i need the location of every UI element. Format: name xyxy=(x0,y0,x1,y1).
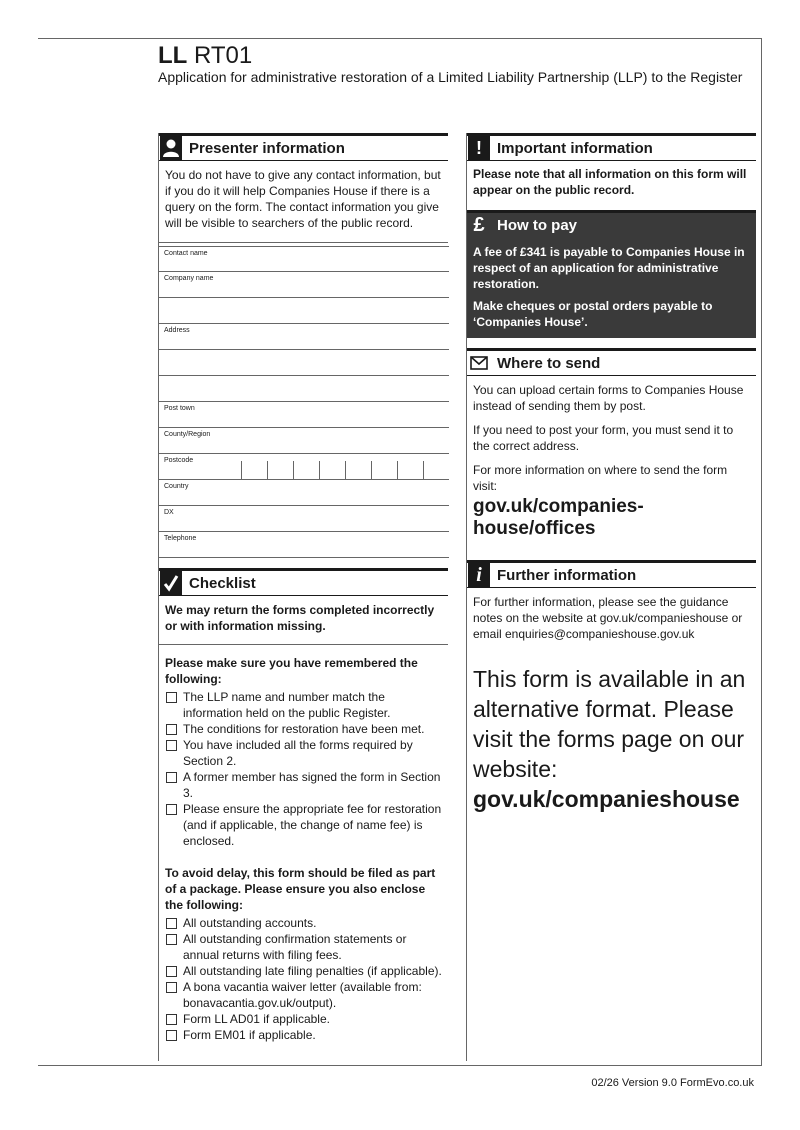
fee-text: A fee of £341 is payable to Companies House in respect of an application for administrative restoration. xyxy=(473,245,745,291)
package-item[interactable]: All outstanding late filing penalties (if applicable). xyxy=(165,963,442,979)
remember-item[interactable]: You have included all the forms required by Section 2. xyxy=(165,737,442,769)
presenter-title: Presenter information xyxy=(189,139,345,157)
checklist-warning-text: We may return the forms completed incorrectly or with information missing. xyxy=(165,603,435,633)
where-to-send-title: Where to send xyxy=(497,354,601,372)
bottom-divider xyxy=(38,1065,762,1066)
postcode-label: Postcode xyxy=(164,457,194,464)
post-town-field[interactable] xyxy=(159,402,449,428)
package-item[interactable]: All outstanding accounts. xyxy=(165,915,442,931)
contact-name-field[interactable] xyxy=(159,246,449,272)
where-to-send-body xyxy=(467,376,756,552)
checklist-warning xyxy=(159,596,448,645)
send-text-3: For more information on where to send the form visit: xyxy=(473,463,728,493)
alt-format-notice xyxy=(473,664,750,814)
alt-format-text: This form is available in an alternative format. Please visit the forms page on our website: xyxy=(473,666,746,782)
address-label: Address xyxy=(164,327,190,334)
presenter-header xyxy=(159,133,448,161)
important-header xyxy=(467,133,756,161)
exclamation-icon: ! xyxy=(468,136,490,160)
postcode-field[interactable] xyxy=(159,454,449,480)
package-heading: To avoid delay, this form should be filed as part of a package. Please ensure you also enclose the following: xyxy=(165,866,436,912)
remember-item[interactable]: The conditions for restoration have been met. xyxy=(165,721,442,737)
dx-field[interactable] xyxy=(159,506,449,532)
remember-item[interactable]: Please ensure the appropriate fee for restoration (and if applicable, the change of name fee) is enclosed. xyxy=(165,801,442,849)
remember-list xyxy=(165,689,442,849)
presenter-intro xyxy=(159,161,448,243)
package-item[interactable]: A bona vacantia waiver letter (available from: bonavacantia.gov.uk/output). xyxy=(165,979,442,1011)
important-body xyxy=(467,161,756,208)
right-column xyxy=(466,133,756,1061)
company-name-field[interactable] xyxy=(159,272,449,298)
person-icon xyxy=(160,136,182,160)
address-field[interactable] xyxy=(159,324,449,350)
checklist-title: Checklist xyxy=(189,574,256,592)
remember-item[interactable]: The LLP name and number match the information held on the public Register. xyxy=(165,689,442,721)
info-icon: i xyxy=(468,563,490,587)
address-line-2[interactable] xyxy=(159,350,449,376)
remember-heading: Please make sure you have remembered the following: xyxy=(165,656,418,686)
how-to-pay-title: How to pay xyxy=(497,217,578,234)
checklist-body xyxy=(159,645,448,1049)
envelope-icon xyxy=(468,351,490,375)
send-text-1: You can upload certain forms to Companies House instead of sending them by post. xyxy=(473,383,744,413)
contact-form xyxy=(159,246,448,558)
company-name-line-2[interactable] xyxy=(159,298,449,324)
form-code-prefix: LL xyxy=(158,42,188,69)
cheque-text: Make cheques or postal orders payable to ‘Companies House’. xyxy=(473,299,713,329)
package-item[interactable]: Form EM01 if applicable. xyxy=(165,1027,442,1043)
important-title: Important information xyxy=(497,139,653,157)
checklist-header xyxy=(159,568,448,596)
county-field[interactable] xyxy=(159,428,449,454)
address-line-3[interactable] xyxy=(159,376,449,402)
how-to-pay-body xyxy=(467,238,756,338)
send-text-2: If you need to post your form, you must send it to the correct address. xyxy=(473,423,734,453)
how-to-pay-header xyxy=(467,210,756,238)
telephone-label: Telephone xyxy=(164,535,197,542)
dx-label: DX xyxy=(164,509,174,516)
postcode-boxes xyxy=(241,461,449,480)
important-text: Please note that all information on this form will appear on the public record. xyxy=(473,167,747,197)
left-column xyxy=(158,133,448,1061)
further-info-text: For further information, please see the guidance notes on the website at gov.uk/companieshouse or email enquiries@companieshouse.gov.uk xyxy=(473,595,743,641)
pound-icon: £ xyxy=(468,214,490,238)
company-name-label: Company name xyxy=(164,275,214,282)
further-info-body xyxy=(467,588,756,820)
right-divider xyxy=(761,38,762,1066)
further-info-header xyxy=(467,560,756,588)
presenter-intro-text: You do not have to give any contact information, but if you do it will help Companies House if there is a query on the form. The contact information you give will be visible to searchers of the public record. xyxy=(165,168,441,230)
where-to-send-header xyxy=(467,348,756,376)
form-code xyxy=(158,42,252,70)
telephone-field[interactable] xyxy=(159,532,449,558)
country-label: Country xyxy=(164,483,189,490)
top-divider xyxy=(38,38,762,39)
package-list xyxy=(165,915,442,1043)
package-item[interactable]: Form LL AD01 if applicable. xyxy=(165,1011,442,1027)
footer-version: 02/26 Version 9.0 FormEvo.co.uk xyxy=(591,1077,754,1089)
further-info-title: Further information xyxy=(497,566,637,584)
offices-link[interactable]: gov.uk/companies-house/offices xyxy=(473,496,644,539)
remember-item[interactable]: A former member has signed the form in Section 3. xyxy=(165,769,442,801)
companieshouse-link[interactable]: gov.uk/companieshouse xyxy=(473,786,740,812)
country-field[interactable] xyxy=(159,480,449,506)
form-code-number: RT01 xyxy=(194,42,253,69)
county-label: County/Region xyxy=(164,431,211,438)
form-title: Application for administrative restoration of a Limited Liability Partnership (LLP) to the Register xyxy=(158,69,743,85)
contact-name-label: Contact name xyxy=(164,250,208,257)
tick-icon xyxy=(160,571,182,595)
post-town-label: Post town xyxy=(164,405,195,412)
package-item[interactable]: All outstanding confirmation statements or annual returns with filing fees. xyxy=(165,931,442,963)
